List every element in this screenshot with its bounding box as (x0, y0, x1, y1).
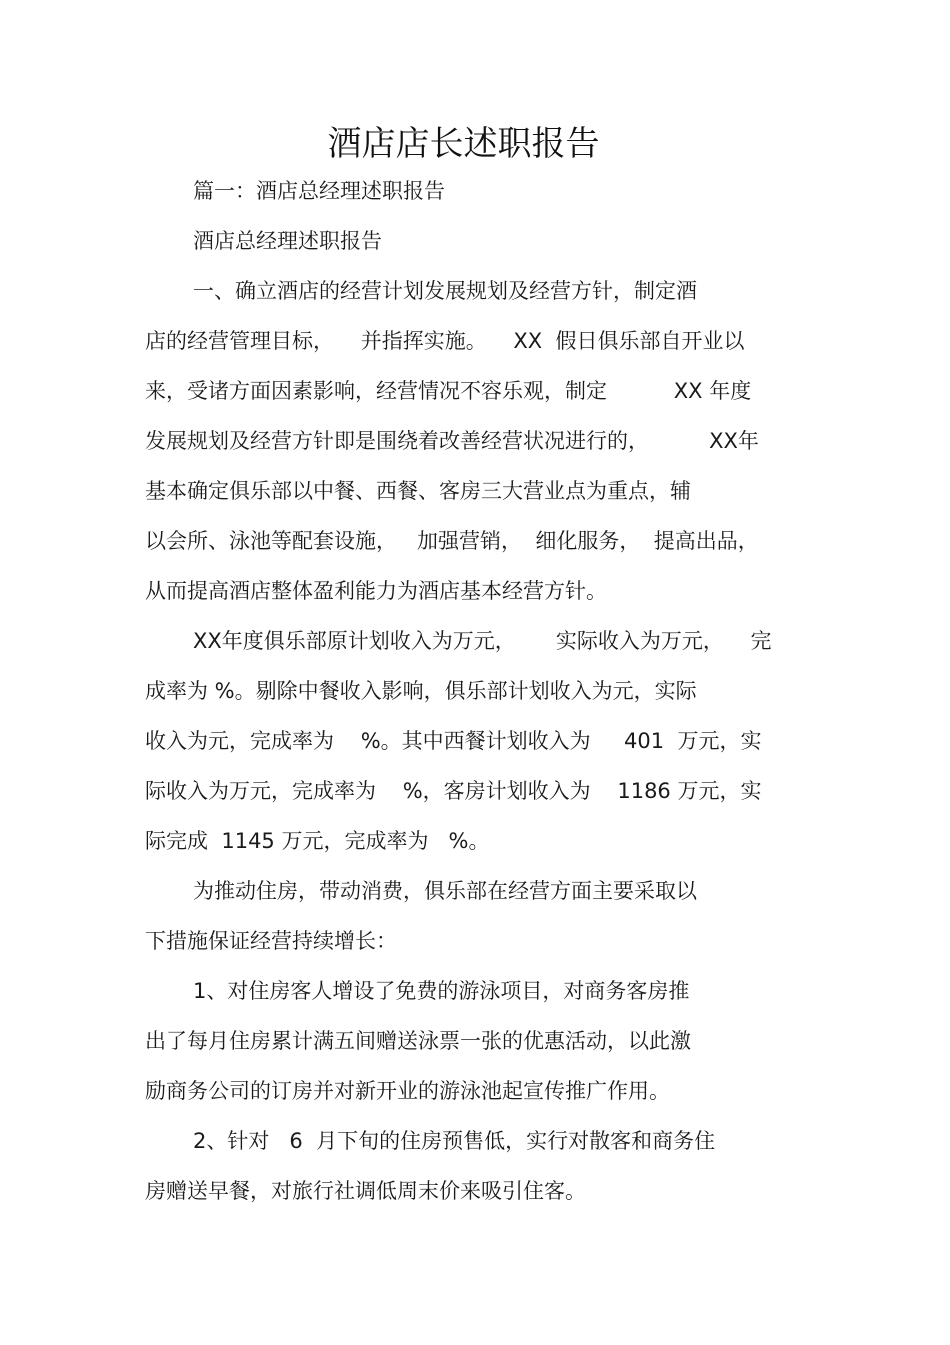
paragraph-line: 为推动住房，带动消费，俱乐部在经营方面主要采取以 (193, 879, 697, 903)
paragraph-line: 一、确立酒店的经营计划发展规划及经营方针，制定酒 (193, 279, 697, 303)
list-item-line: 出了每月住房累计满五间赠送泳票一张的优惠活动，以此激 (145, 1029, 691, 1053)
paragraph-line: 际收入为万元，完成率为 %，客房计划收入为 1186 万元，实 (145, 779, 762, 803)
paragraph-line: 来，受诸方面因素影响，经营情况不容乐观，制定 XX 年度 (145, 379, 752, 403)
paragraph-line: 店的经营管理目标， 并指挥实施。 XX 假日俱乐部自开业以 (145, 329, 745, 353)
paragraph-line: 以会所、泳池等配套设施， 加强营销， 细化服务， 提高出品， (145, 529, 759, 553)
paragraph-line: 下措施保证经营持续增长： (145, 929, 397, 953)
list-item-line: 2、针对 6 月下旬的住房预售低，实行对散客和商务住 (193, 1129, 716, 1153)
list-item-line: 1、对住房客人增设了免费的游泳项目，对商务客房推 (193, 979, 690, 1003)
paragraph-line: 际完成 1145 万元，完成率为 %。 (145, 829, 490, 853)
list-item-line: 房赠送早餐，对旅行社调低周末价来吸引住客。 (145, 1179, 586, 1203)
section-heading: 篇一：酒店总经理述职报告 (193, 179, 445, 203)
paragraph-line: 从而提高酒店整体盈利能力为酒店基本经营方针。 (145, 579, 607, 603)
paragraph-line: 基本确定俱乐部以中餐、西餐、客房三大营业点为重点，辅 (145, 479, 691, 503)
paragraph-line: XX年度俱乐部原计划收入为万元， 实际收入为万元， 完 (193, 629, 772, 653)
paragraph-line: 发展规划及经营方针即是围绕着改善经营状况进行的， XX年 (145, 429, 759, 453)
list-item-line: 励商务公司的订房并对新开业的游泳池起宣传推广作用。 (145, 1079, 670, 1103)
paragraph-line: 成率为 %。剔除中餐收入影响，俱乐部计划收入为元，实际 (145, 679, 697, 703)
paragraph-line: 收入为元，完成率为 %。其中西餐计划收入为 401 万元，实 (145, 729, 762, 753)
subheading: 酒店总经理述职报告 (193, 229, 382, 253)
document-title: 酒店店长述职报告 (327, 124, 600, 164)
